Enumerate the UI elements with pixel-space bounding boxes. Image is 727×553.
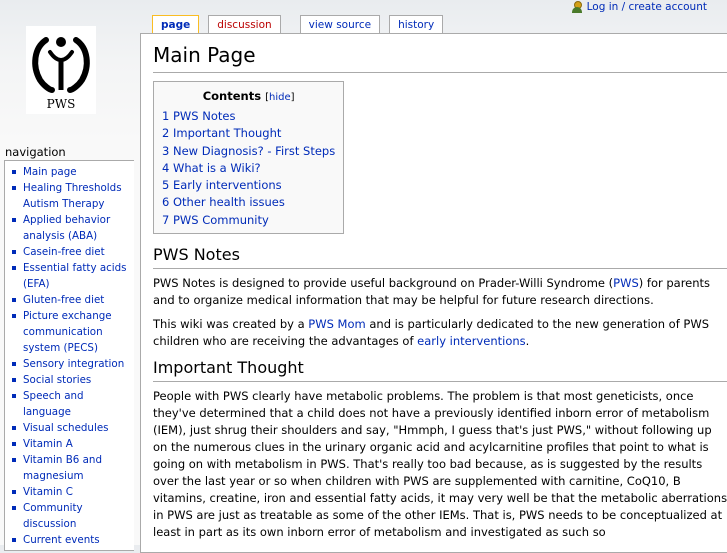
section-heading-pws-notes: PWS Notes [153, 244, 727, 269]
page-title: Main Page [153, 42, 727, 73]
tab-view-source[interactable]: view source [300, 15, 380, 33]
tab-page[interactable]: page [152, 15, 199, 34]
early-interventions-link[interactable]: early interventions [417, 334, 526, 349]
nav-item-community-discussion[interactable] [11, 500, 134, 532]
table-of-contents [153, 81, 344, 234]
nav-link[interactable]: Main page [23, 166, 77, 178]
page-actions-tabs [152, 15, 452, 33]
section-heading-important-thought: Important Thought [153, 357, 727, 382]
nav-link[interactable]: Vitamin A [23, 438, 73, 450]
nav-item-vitamin-c[interactable] [11, 484, 134, 500]
login-link[interactable]: Log in / create account [586, 1, 707, 13]
nav-link[interactable]: Casein-free diet [23, 246, 105, 258]
nav-item-aba[interactable] [11, 212, 134, 244]
pws-mom-link[interactable]: PWS Mom [308, 317, 366, 332]
toc-item-pws-notes[interactable]: 1 PWS Notes [162, 109, 236, 123]
toc-hide-toggle[interactable]: [hide] [265, 92, 295, 103]
paragraph-pws-notes-2 [153, 316, 727, 350]
nav-item-efa[interactable] [11, 260, 134, 292]
paragraph-pws-notes-1 [153, 275, 727, 309]
nav-link[interactable]: Healing Thresholds Autism Therapy [23, 182, 122, 210]
tab-history[interactable]: history [389, 15, 443, 33]
nav-link[interactable]: Picture exchange communication system (PECS) [23, 310, 112, 354]
navigation-list [5, 164, 134, 548]
nav-item-sensory-integration[interactable] [11, 356, 134, 372]
user-icon [571, 1, 583, 13]
main-content [140, 33, 727, 553]
nav-item-vitamin-b6[interactable] [11, 452, 134, 484]
nav-item-gluten-free[interactable] [11, 292, 134, 308]
toc-item-early-interventions[interactable]: 5 Early interventions [162, 178, 282, 193]
nav-link[interactable]: Current events [23, 534, 100, 546]
toc-title: Contents [202, 89, 262, 103]
text-span: and is particularly dedicated to the new generation of PWS children who are receiving the advantages of [153, 317, 710, 349]
navigation-title: navigation [5, 145, 66, 159]
nav-item-social-stories[interactable] [11, 372, 134, 388]
nav-item-visual-schedules[interactable] [11, 420, 134, 436]
nav-link[interactable]: Visual schedules [23, 422, 109, 434]
navigation-body [4, 160, 134, 551]
nav-item-current-events[interactable] [11, 532, 134, 548]
toc-item-important-thought[interactable]: 2 Important Thought [162, 126, 282, 141]
nav-item-speech-language[interactable] [11, 388, 134, 420]
pws-logo-icon [26, 26, 96, 114]
toc-item-what-is-wiki[interactable]: 4 What is a Wiki? [162, 160, 261, 175]
paragraph-important-thought: People with PWS clearly have metabolic problems. The problem is that most geneticists, once they've determined that a child does not have a previously identified inborn error of metabolism (IEM), just shrug their shoulders and say, "Hmmph, I guess that's just PWS," without following up on the numerous clues in the urinary organic acid and acylcarnitine profiles that point to what is going on with metabolism in PWS. That's really too bad because, as is suggested by the results over the last year or so when children with PWS are supplemented with carnitine, CoQ10, B vitamins, creatine, iron and essential fatty acids, it may very well be that the metabolic aberrations in PWS are just as treatable as some of the other IEMs. That is, PWS needs to be conceptualized at least in part as its own inborn error of metabolism and investigated as such so [153, 389, 727, 540]
toc-hide-link[interactable]: hide [268, 92, 291, 103]
nav-link[interactable]: Applied behavior analysis (ABA) [23, 214, 111, 242]
toc-item-new-diagnosis[interactable]: 3 New Diagnosis? - First Steps [162, 143, 336, 158]
nav-link[interactable]: Social stories [23, 374, 92, 386]
nav-link[interactable]: Vitamin C [23, 486, 73, 498]
personal-tools [571, 0, 707, 14]
nav-link[interactable]: Community discussion [23, 502, 83, 530]
svg-text:PWS: PWS [46, 97, 76, 111]
nav-item-healing-thresholds[interactable] [11, 180, 134, 212]
nav-link[interactable]: Vitamin B6 and magnesium [23, 454, 102, 482]
site-logo[interactable] [26, 26, 96, 114]
nav-link[interactable]: Speech and language [23, 390, 84, 418]
nav-link[interactable]: Gluten-free diet [23, 294, 105, 306]
toc-item-other-health-issues[interactable]: 6 Other health issues [162, 195, 285, 210]
nav-item-main-page[interactable] [11, 164, 134, 180]
toc-list [162, 108, 335, 229]
toc-item-pws-community[interactable]: 7 PWS Community [162, 212, 269, 227]
tab-discussion[interactable]: discussion [208, 15, 280, 33]
nav-item-pecs[interactable] [11, 308, 134, 356]
toc-title-row [162, 88, 335, 106]
text-span: This wiki was created by a [153, 317, 309, 332]
text-span: PWS Notes is designed to provide useful background on Prader-Willi Syndrome ( [153, 276, 614, 291]
text-span: ) for parents and to organize medical information that may be helpful for future research directions. [153, 276, 711, 308]
text-span: . [525, 334, 530, 349]
nav-link[interactable]: Sensory integration [23, 358, 125, 370]
pws-link[interactable]: PWS [613, 276, 639, 291]
nav-item-casein-free[interactable] [11, 244, 134, 260]
nav-link[interactable]: Essential fatty acids (EFA) [23, 262, 127, 290]
navigation-portlet [4, 145, 134, 551]
nav-item-vitamin-a[interactable] [11, 436, 134, 452]
